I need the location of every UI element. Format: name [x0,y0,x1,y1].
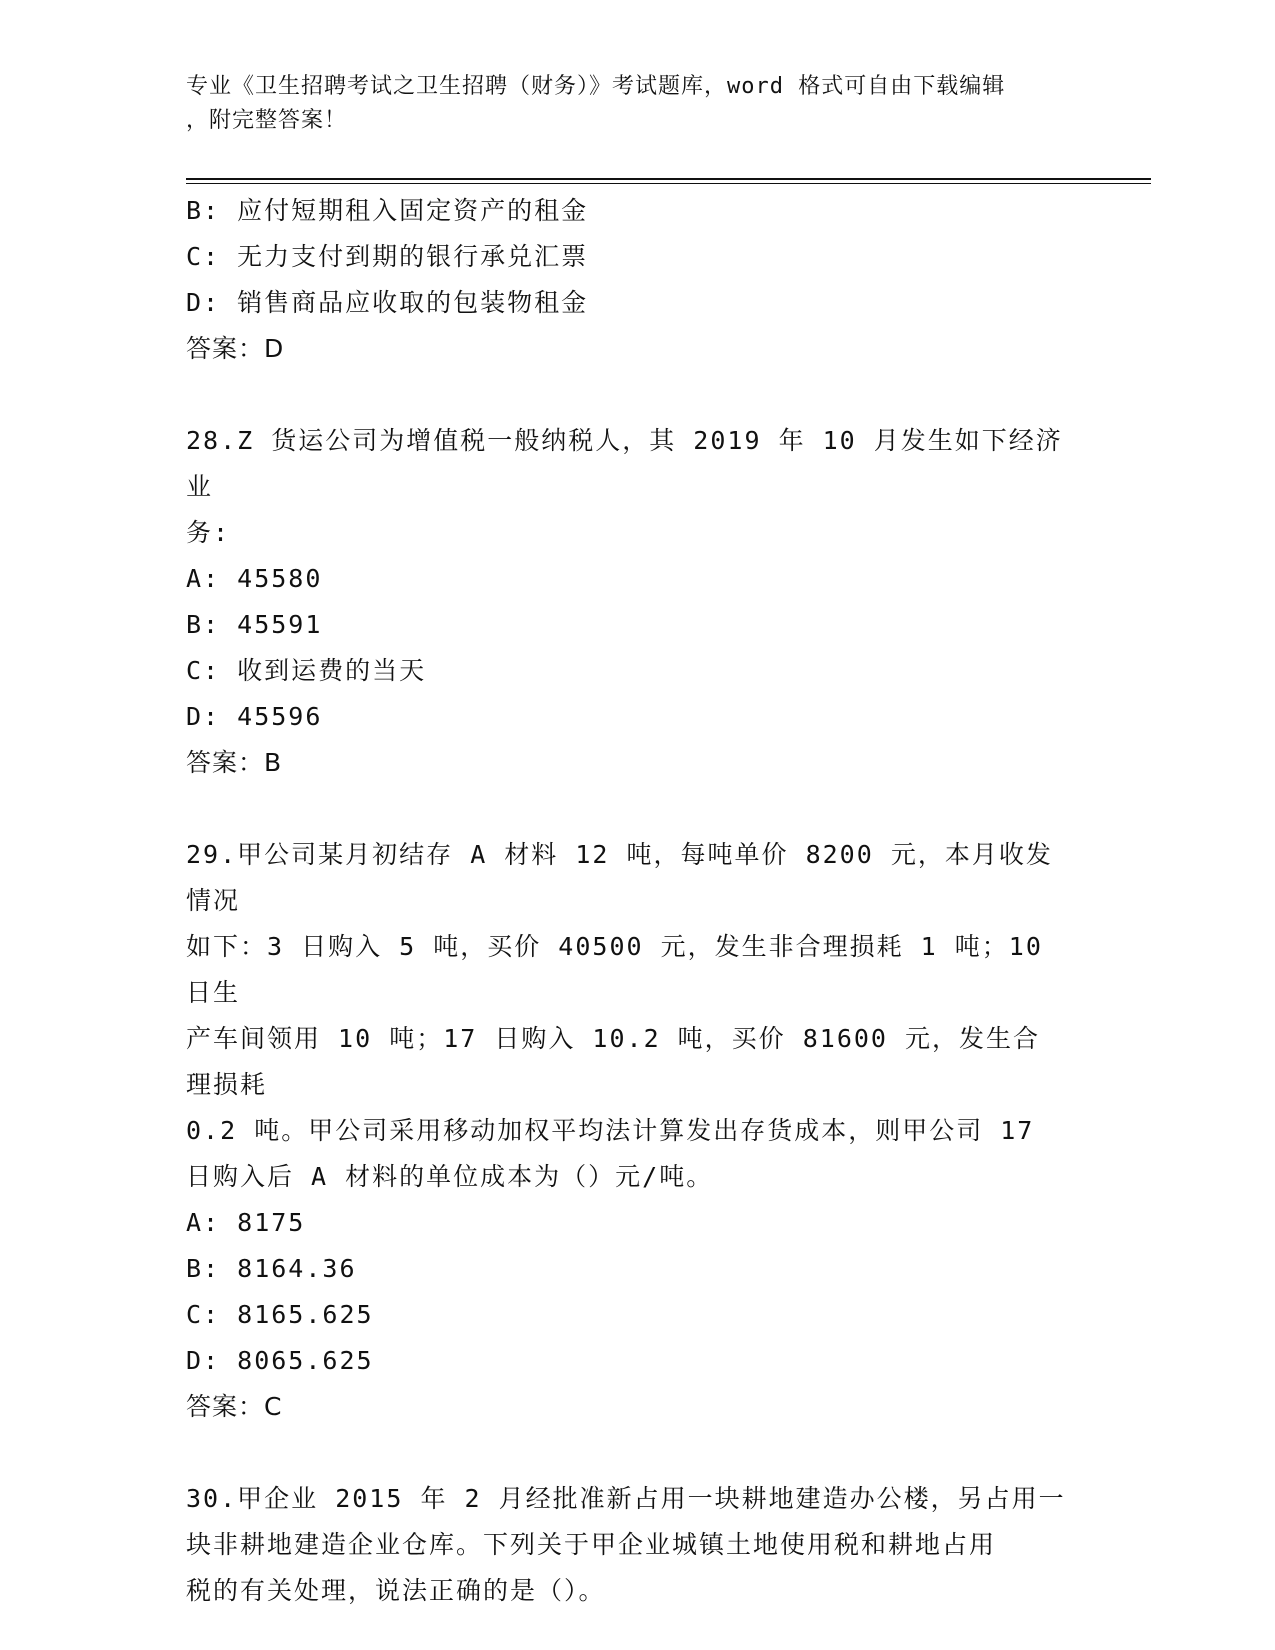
question-text-line: 如下：3 日购入 5 吨，买价 40500 元，发生非合理损耗 1 吨；10 日生 [186,932,1043,1007]
option-d: D: 8065.625 [186,1346,374,1375]
spacer [186,1430,1066,1476]
question-text-line: 日购入后 A 材料的单位成本为（）元/吨。 [186,1162,714,1191]
document-header [186,70,1066,138]
option-d: D: 45596 [186,702,323,731]
question-27-tail [186,188,1066,372]
option-b: B: 45591 [186,610,323,639]
option-a: A: 45580 [186,564,323,593]
header-rule-thick [186,178,1151,180]
option-c: C: 收到运费的当天 [186,656,427,685]
option-d: D: 销售商品应收取的包装物租金 [186,288,589,317]
option-c: C: 8165.625 [186,1300,374,1329]
header-line-2: ，附完整答案！ [186,108,348,133]
option-c: C: 无力支付到期的银行承兑汇票 [186,242,589,271]
option-a: A: 8175 [186,1208,306,1237]
answer-line: 答案：C [186,1392,283,1421]
answer-line: 答案：D [186,334,285,363]
spacer [186,786,1066,832]
question-text-line: 税的有关处理，说法正确的是（）。 [186,1576,606,1605]
question-30 [186,1476,1066,1614]
question-29 [186,832,1066,1430]
spacer [186,372,1066,418]
option-b: B: 应付短期租入固定资产的租金 [186,196,589,225]
option-b: B: 8164.36 [186,1254,357,1283]
question-28 [186,418,1066,786]
question-text-line: 28.Z 货运公司为增值税一般纳税人，其 2019 年 10 月发生如下经济业 [186,426,1063,501]
answer-line: 答案：B [186,748,283,777]
header-rule-thin [186,183,1151,184]
question-text-line: 务: [186,518,231,547]
question-text-line: 产车间领用 10 吨；17 日购入 10.2 吨，买价 81600 元，发生合理损耗 [186,1024,1041,1099]
document-body [186,188,1066,1614]
question-text-line: 块非耕地建造企业仓库。下列关于甲企业城镇土地使用税和耕地占用 [186,1530,997,1559]
question-text-line: 29.甲公司某月初结存 A 材料 12 吨，每吨单价 8200 元，本月收发情况 [186,840,1053,915]
question-text-line: 30.甲企业 2015 年 2 月经批准新占用一块耕地建造办公楼，另占用一 [186,1484,1066,1513]
question-text-line: 0.2 吨。甲公司采用移动加权平均法计算发出存货成本，则甲公司 17 [186,1116,1035,1145]
header-line-1: 专业《卫生招聘考试之卫生招聘（财务）》考试题库，word 格式可自由下载编辑 [186,74,1006,99]
